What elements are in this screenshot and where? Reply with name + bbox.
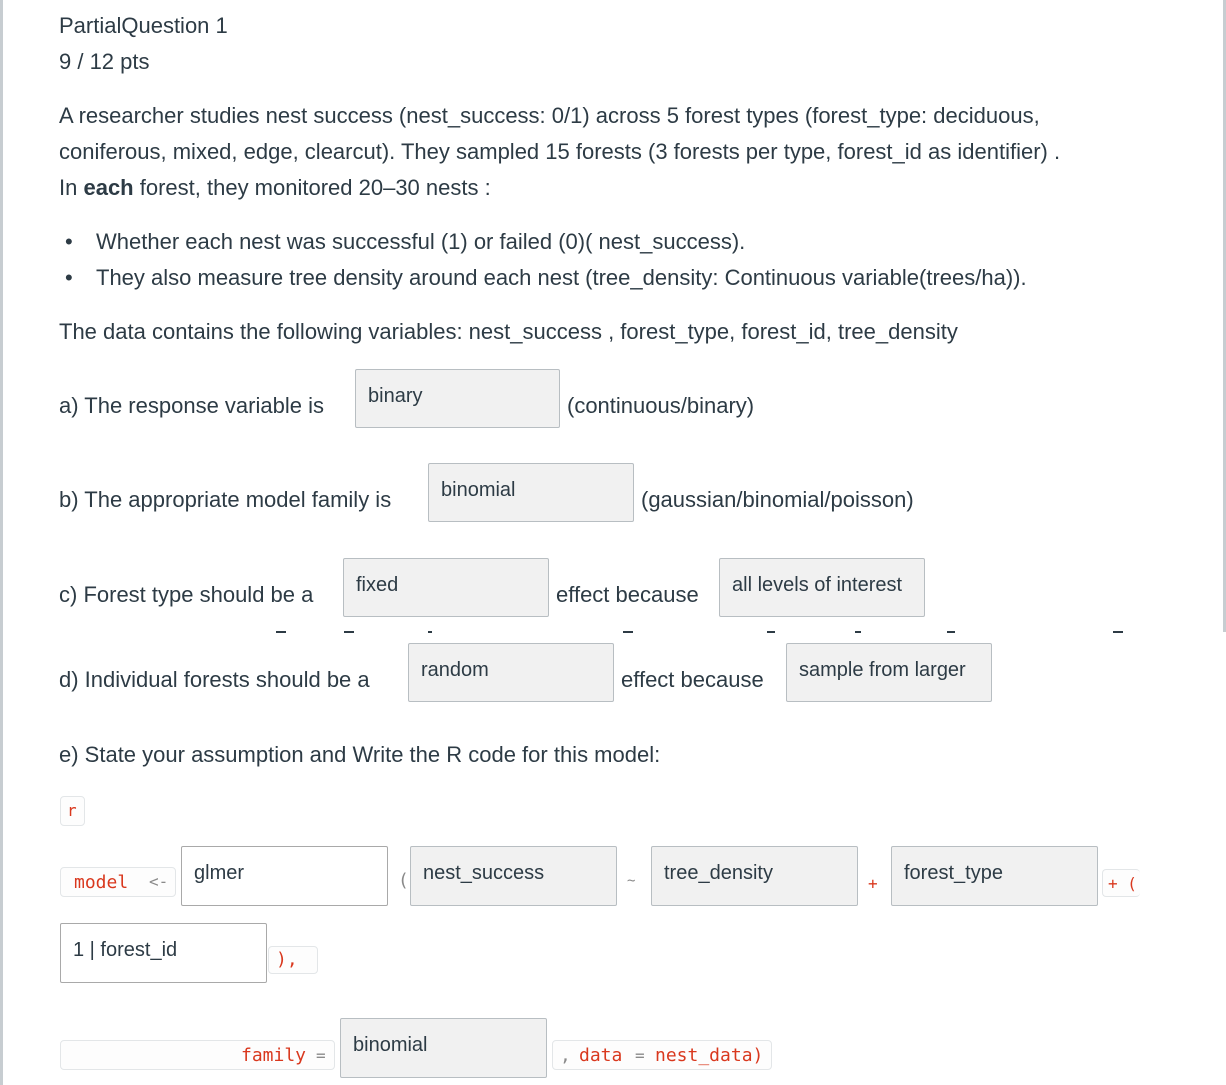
code-language-label: r [67,801,77,820]
code-plus-1: + [868,874,878,893]
intro-line-3-prefix: In [59,175,84,200]
question-e-prompt: e) State your assumption and Write the R code for this model: [59,742,661,767]
bullet-item: • They also measure tree density around each nest (tree_density: Continuous variable(trees/ha)). [59,260,1027,296]
code-family-input[interactable]: binomial [340,1018,547,1078]
cut-line [276,631,286,633]
bullet-list [59,224,1027,296]
cut-line [767,631,775,633]
code-plus-2: + ( [1108,874,1137,893]
code-random-effect-input[interactable]: 1 | forest_id [60,923,267,983]
bullet-item: • Whether each nest was successful (1) or failed (0)( nest_success). [59,224,1027,260]
code-response-input[interactable]: nest_success [410,846,617,906]
code-data-label: data [579,1045,623,1066]
question-c-label: c) Forest type should be a [59,582,314,607]
question-a-label: a) The response variable is [59,393,324,418]
question-d-label: d) Individual forests should be a [59,667,370,692]
answer-c-reason-dropdown[interactable]: all levels of interest [719,558,925,617]
cut-line [623,631,633,633]
answer-b-dropdown[interactable]: binomial [428,463,634,522]
code-open-paren: ( [398,870,409,891]
answer-c-dropdown[interactable]: fixed [343,558,549,617]
question-b-options: (gaussian/binomial/poisson) [641,487,914,512]
code-comma: , [560,1045,571,1066]
cut-line [344,631,354,633]
question-score: 9 / 12 pts [59,49,150,74]
code-function-input[interactable]: glmer [181,846,388,906]
intro-line-3-bold: each [83,175,134,200]
cut-line [428,631,432,633]
code-close-paren: ), [276,949,298,970]
intro-paragraph [59,98,1060,206]
code-predictor2-input[interactable]: forest_type [891,846,1098,906]
code-assign-op: <- [149,872,169,891]
intro-line-2: coniferous, mixed, edge, clearcut). They sampled 15 forests (3 forests per type, forest_id as identifier) . [59,139,1061,164]
question-b-label: b) The appropriate model family is [59,487,392,512]
question-title: PartialQuestion 1 [59,13,228,38]
code-data-equals: = [635,1046,645,1065]
cut-line [1113,631,1123,633]
intro-line-3 [59,170,1060,206]
cut-line [855,631,861,633]
code-equals: = [316,1046,326,1065]
question-d-middle: effect because [621,667,764,692]
left-border [0,0,3,1085]
question-a-options: (continuous/binary) [567,393,755,418]
variables-line: The data contains the following variables: nest_success , forest_type, forest_id, tree_density [59,319,958,344]
question-c-middle: effect because [556,582,699,607]
intro-line-1: A researcher studies nest success (nest_success: 0/1) across 5 forest types (forest_type: deciduous, [59,103,1040,128]
answer-d-dropdown[interactable]: random [408,643,614,702]
answer-a-dropdown[interactable]: binary [355,369,560,428]
code-model-var: model [74,872,129,893]
code-tilde: ~ [627,873,636,889]
code-family-label: family [241,1045,307,1066]
code-data-value: nest_data) [655,1045,764,1066]
answer-d-reason-dropdown[interactable]: sample from larger [786,643,992,702]
intro-line-3-suffix: forest, they monitored 20–30 nests : [133,175,491,200]
code-predictor1-input[interactable]: tree_density [651,846,858,906]
cut-line [947,631,955,633]
